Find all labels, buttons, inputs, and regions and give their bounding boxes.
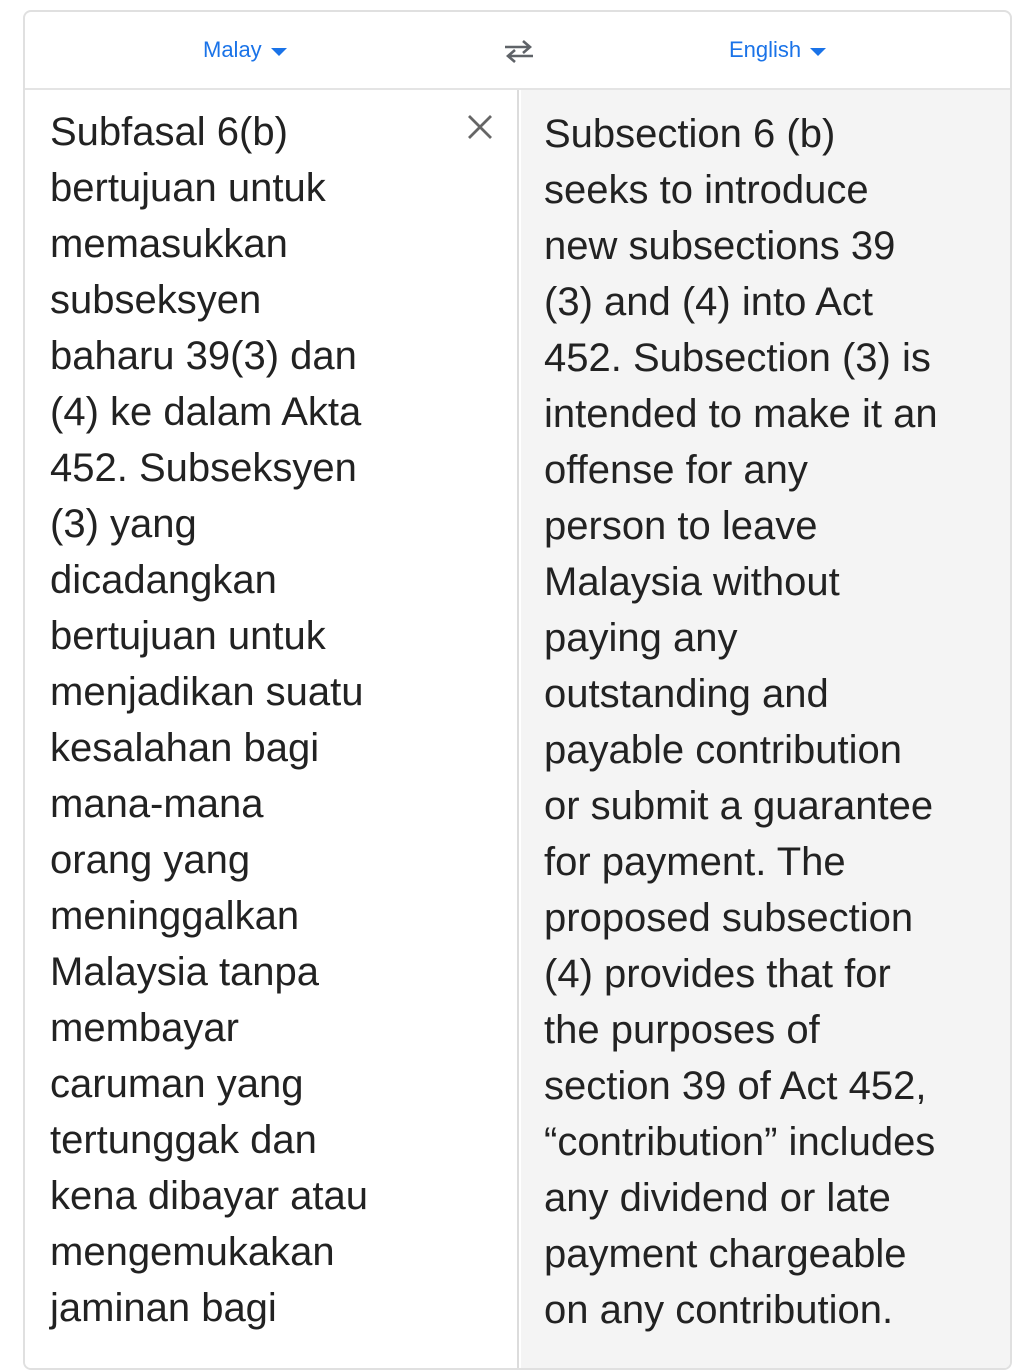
caret-down-icon	[810, 48, 826, 56]
source-language-selector[interactable]	[203, 36, 287, 64]
caret-down-icon	[271, 48, 287, 56]
swap-languages-icon[interactable]	[501, 36, 537, 66]
translation-pane	[521, 90, 1010, 1368]
language-bar	[25, 12, 1010, 90]
source-language-label: Malay	[203, 37, 262, 62]
translate-card	[23, 10, 1012, 1370]
clear-icon[interactable]	[465, 112, 495, 142]
translation-output: Subsection 6 (b) seeks to introduce new subsections 39 (3) and (4) into Act 452. Subsection (3) is intended to make it an offense for any person to leave Malaysia without paying any outstanding and payable contribution or submit a guarantee for payment. The proposed subsection (4) provides that for the purposes of section 39 of Act 452, “contribution” includes any dividend or late payment chargeable on any contribution.	[544, 112, 938, 1332]
target-language-selector[interactable]	[729, 36, 826, 64]
source-pane	[25, 90, 519, 1368]
target-language-label: English	[729, 37, 802, 62]
source-text-input[interactable]: Subfasal 6(b) bertujuan untuk memasukkan subseksyen baharu 39(3) dan (4) ke dalam Akta 452. Subseksyen (3) yang dicadangkan bertujuan untuk menjadikan suatu kesalahan bagi mana-mana orang yang meninggalkan Malaysia tanpa membayar caruman yang tertunggak dan kena dibayar atau mengemukakan jaminan bagi	[50, 110, 369, 1330]
